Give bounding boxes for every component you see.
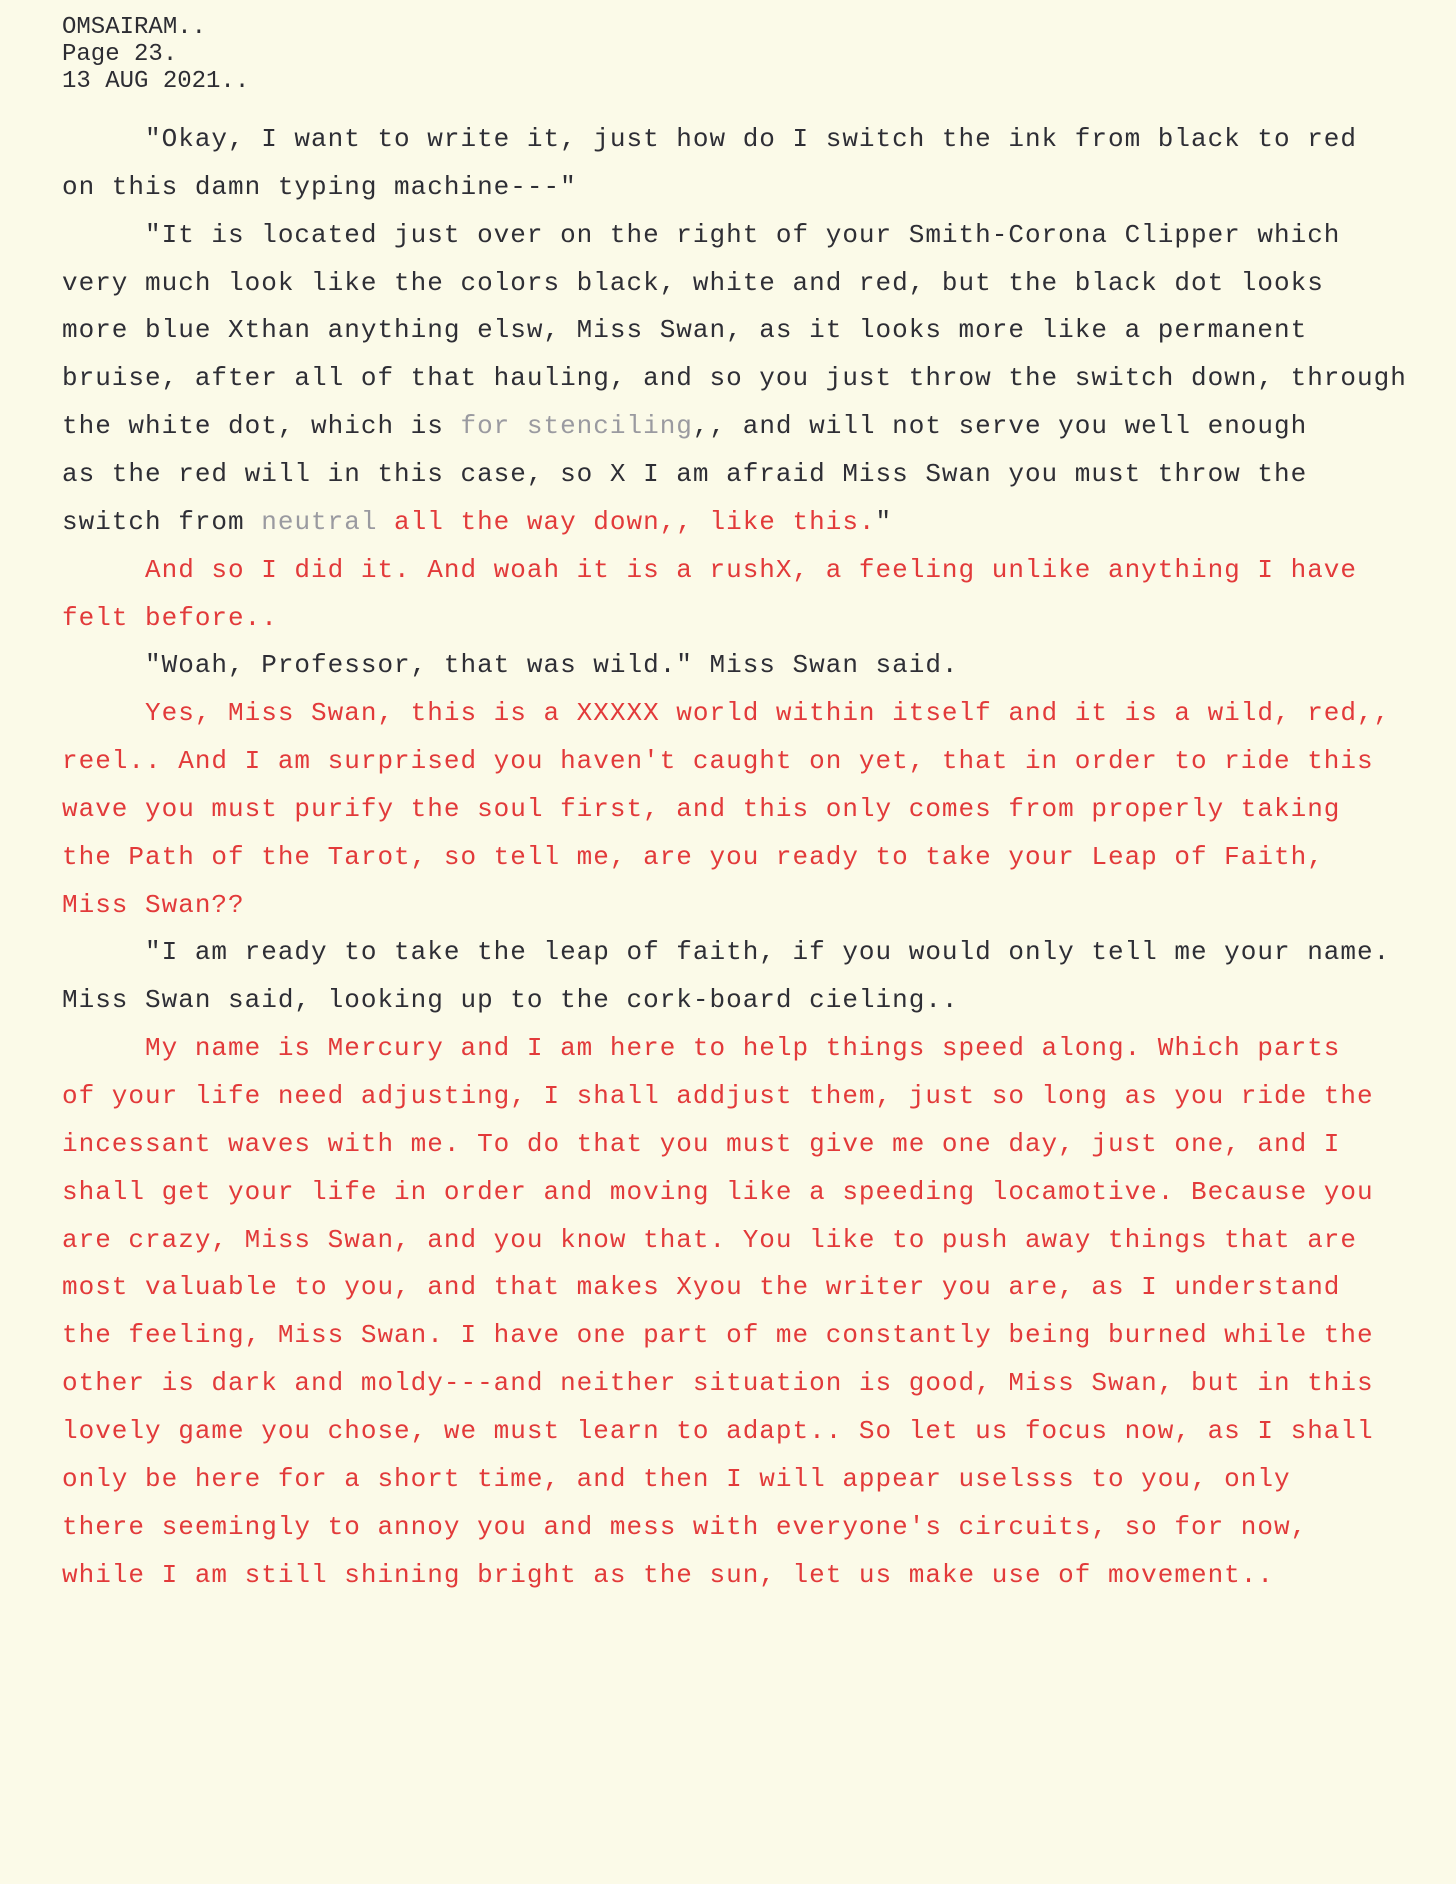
black-ink-segment: ,, and will not serve you well enough [692,411,1308,442]
red-ink-segment: Miss Swan?? [62,889,245,920]
text-line [62,1320,1374,1350]
text-line [62,842,1324,872]
text-line [62,555,1357,585]
text-line [62,1033,1340,1063]
red-ink-segment: Yes, Miss Swan, this is a XXXXX world within itself and it is a wild, red,, [62,698,1391,729]
red-ink-segment: wave you must purify the soul first, and this only comes from properly taking [62,793,1341,824]
text-line [62,363,1407,393]
red-ink-segment: lovely game you chose, we must learn to adapt.. So let us focus now, as I shall [62,1415,1374,1446]
header-date: 13 AUG 2021.. [62,68,250,95]
text-line [62,1512,1307,1542]
text-line [62,746,1374,776]
faded-ink-segment: neutral [261,506,378,537]
black-ink-segment: on this damn typing machine---" [62,171,577,202]
red-ink-segment: felt before.. [62,602,278,633]
text-line [62,1560,1274,1590]
red-ink-segment: My name is Mercury and I am here to help things speed along. Which parts [62,1033,1341,1064]
red-ink-segment: reel.. And I am surprised you haven't caught on yet, that in order to ride this [62,746,1374,777]
text-line [62,890,245,920]
red-ink-segment: while I am still shining bright as the sun, let us make use of movement.. [62,1559,1274,1590]
black-ink-segment: " [875,506,893,537]
black-ink-segment: very much look like the colors black, white and red, but the black dot looks [62,267,1324,298]
text-line [62,459,1307,489]
text-line [62,1225,1357,1255]
header-page-number: Page 23. [62,41,178,68]
text-line [62,937,1390,967]
red-ink-segment: the feeling, Miss Swan. I have one part of me constantly being burned while the [62,1320,1374,1351]
text-line [62,268,1324,298]
black-ink-segment: "I am ready to take the leap of faith, if you would only tell me your name. [62,937,1391,968]
text-line [62,315,1307,345]
text-line [62,603,278,633]
red-ink-segment: there seemingly to annoy you and mess with everyone's circuits, so for now, [62,1511,1308,1542]
text-line [62,650,959,680]
red-ink-segment: are crazy, Miss Swan, and you know that. You like to push away things that are [62,1224,1357,1255]
red-ink-segment: of your life need adjusting, I shall addjust them, just so long as you ride the [62,1081,1374,1111]
red-ink-segment: shall get your life in order and moving like a speeding locamotive. Because you [62,1176,1374,1207]
red-ink-segment: the Path of the Tarot, so tell me, are you ready to take your Leap of Faith, [62,841,1324,872]
text-line [62,985,959,1015]
red-ink-segment: only be here for a short time, and then I will appear uselsss to you, only [62,1463,1291,1494]
faded-ink-segment: for stenciling [460,411,693,442]
text-line [62,172,577,202]
text-line [62,1177,1374,1207]
red-ink-segment: most valuable to you, and that makes Xyou the writer you are, as I understand [62,1272,1341,1303]
black-ink-segment: more blue Xthan anything elsw, Miss Swan, as it looks more like a permanent [62,315,1308,346]
text-line [62,698,1390,728]
text-line [62,1368,1374,1398]
page-header [62,14,249,95]
black-ink-segment: bruise, after all of that hauling, and so you just throw the switch down, through [62,363,1407,394]
black-ink-segment: switch from [62,506,262,537]
text-line [62,507,892,537]
text-line [62,124,1357,154]
red-ink-segment: And so I did it. And woah it is a rushX, a feeling unlike anything I have [62,554,1357,585]
header-line-1: OMSAIRAM.. [62,14,207,41]
text-line [62,1081,1374,1111]
red-ink-segment: incessant waves with me. To do that you must give me one day, just one, and I [62,1128,1341,1159]
red-ink-segment: all the way down,, like this. [377,506,876,537]
text-line [62,411,1307,441]
black-ink-segment: "Woah, Professor, that was wild." Miss Swan said. [62,650,959,681]
text-line [62,220,1340,250]
text-line [62,1416,1374,1446]
text-line [62,1129,1340,1159]
text-line [62,1272,1340,1302]
black-ink-segment: the white dot, which is [62,411,461,442]
text-line [62,1464,1291,1494]
black-ink-segment: Miss Swan said, looking up to the cork-board cieling.. [62,985,959,1016]
black-ink-segment: "It is located just over on the right of your Smith-Corona Clipper which [62,219,1341,250]
red-ink-segment: other is dark and moldy---and neither situation is good, Miss Swan, but in this [62,1368,1374,1399]
black-ink-segment: as the red will in this case, so X I am afraid Miss Swan you must throw the [62,458,1308,489]
text-line [62,794,1340,824]
black-ink-segment: "Okay, I want to write it, just how do I switch the ink from black to red [62,124,1357,154]
